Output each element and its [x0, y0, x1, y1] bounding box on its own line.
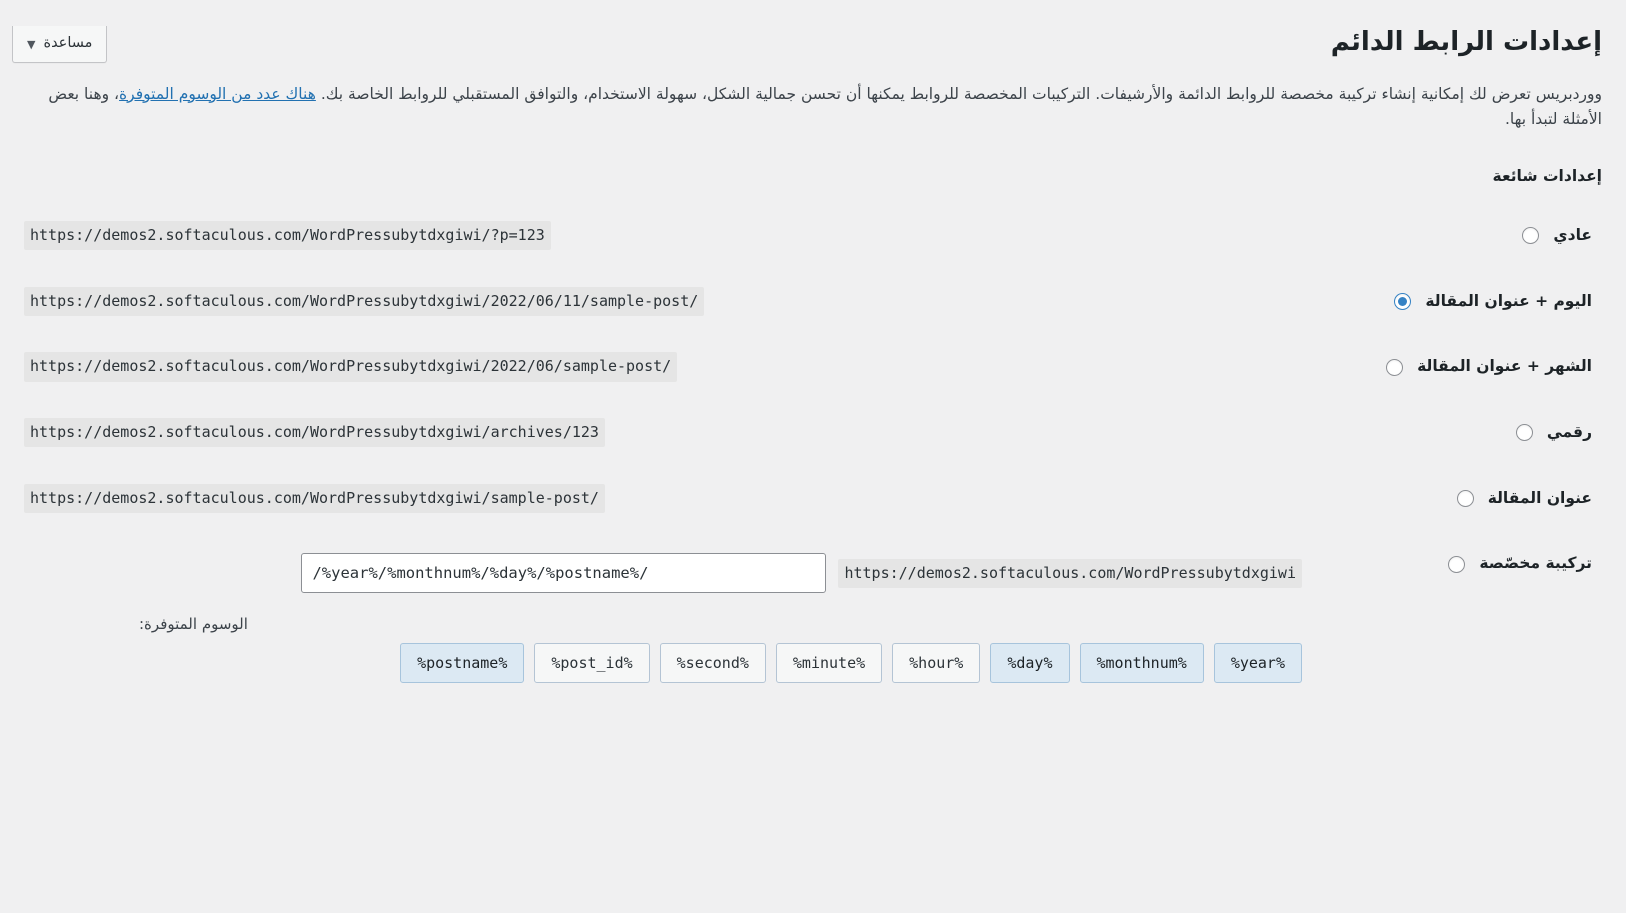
option-label-text: عنوان المقالة: [1487, 488, 1592, 507]
table-row: [24, 203, 1602, 269]
custom-structure-row: [24, 549, 1302, 593]
radio-day-and-name[interactable]: [1394, 293, 1411, 310]
intro-text-part-1: ووردبريس تعرض لك إمكانية إنشاء تركيبة مخصصة للروابط الدائمة والأرشيفات. التركيبات المخصصة للروابط يمكنها أن تحسن جمالية الشكل، سهولة الاستخدام، والتوافق المستقبلي للروابط الخاصة بك.: [315, 84, 1602, 103]
table-row: [24, 531, 1602, 701]
radio-numeric[interactable]: [1516, 424, 1533, 441]
radio-month-and-name[interactable]: [1386, 359, 1403, 376]
tag-button-minute[interactable]: %minute%: [776, 643, 882, 683]
intro-paragraph: [42, 82, 1602, 133]
available-tags-link[interactable]: هناك عدد من الوسوم المتوفرة: [119, 84, 316, 103]
option-value-post-name: [24, 466, 1302, 532]
option-value-numeric: [24, 400, 1302, 466]
option-value-plain: [24, 203, 1302, 269]
custom-structure-input[interactable]: [301, 553, 826, 593]
custom-base-url: https://demos2.softaculous.com/WordPressubytdxgiwi: [838, 559, 1302, 588]
available-tags-label: الوسوم المتوفرة:: [139, 615, 248, 634]
tag-button-monthnum[interactable]: %monthnum%: [1080, 643, 1204, 683]
help-tab-label: مساعدة: [43, 35, 93, 51]
option-value-custom: [24, 531, 1302, 701]
option-label-custom: [1302, 531, 1602, 701]
option-label-numeric: [1302, 400, 1602, 466]
tag-button-post-id[interactable]: %post_id%: [534, 643, 649, 683]
permalink-example-month-and-name: https://demos2.softaculous.com/WordPressubytdxgiwi/2022/06/sample-post/: [24, 352, 677, 381]
option-value-month-and-name: [24, 334, 1302, 400]
page-title: إعدادات الرابط الدائم: [1330, 27, 1602, 57]
option-label-text: رقمي: [1546, 422, 1592, 441]
available-tags-block: [139, 615, 1302, 683]
table-row: [24, 466, 1602, 532]
option-value-day-and-name: [24, 269, 1302, 335]
available-tags-list: [400, 643, 1302, 683]
option-label-day-and-name: [1302, 269, 1602, 335]
permalink-example-numeric: https://demos2.softaculous.com/WordPressubytdxgiwi/archives/123: [24, 418, 605, 447]
option-label-plain: [1302, 203, 1602, 269]
option-label-text: عادي: [1553, 225, 1592, 244]
option-label-text: تركيبة مخصّصة: [1479, 554, 1592, 573]
permalink-example-plain: https://demos2.softaculous.com/WordPressubytdxgiwi/?p=123: [24, 221, 551, 250]
chevron-down-icon: ▼: [27, 38, 36, 52]
option-label-text: اليوم + عنوان المقالة: [1425, 291, 1592, 310]
table-row: [24, 400, 1602, 466]
tag-button-second[interactable]: %second%: [660, 643, 766, 683]
intro-text-part-2: ، وهنا بعض الأمثلة لتبدأ بها.: [48, 84, 1602, 129]
table-row: [24, 334, 1602, 400]
option-label-month-and-name: [1302, 334, 1602, 400]
radio-post-name[interactable]: [1457, 490, 1474, 507]
permalink-options-table: [24, 203, 1602, 701]
tag-button-day[interactable]: %day%: [990, 643, 1069, 683]
section-title-common-settings: إعدادات شائعة: [1492, 166, 1602, 185]
permalink-example-post-name: https://demos2.softaculous.com/WordPressubytdxgiwi/sample-post/: [24, 484, 605, 513]
tag-button-postname[interactable]: %postname%: [400, 643, 524, 683]
option-label-text: الشهر + عنوان المقالة: [1417, 357, 1592, 376]
radio-plain[interactable]: [1522, 227, 1539, 244]
permalink-example-day-and-name: https://demos2.softaculous.com/WordPressubytdxgiwi/2022/06/11/sample-post/: [24, 287, 704, 316]
table-row: [24, 269, 1602, 335]
tag-button-year[interactable]: %year%: [1214, 643, 1302, 683]
radio-custom-structure[interactable]: [1448, 556, 1465, 573]
option-label-post-name: [1302, 466, 1602, 532]
settings-page: [0, 26, 1626, 701]
help-tab[interactable]: [12, 26, 107, 63]
available-tags-wrap: [139, 643, 1302, 683]
tag-button-hour[interactable]: %hour%: [892, 643, 980, 683]
